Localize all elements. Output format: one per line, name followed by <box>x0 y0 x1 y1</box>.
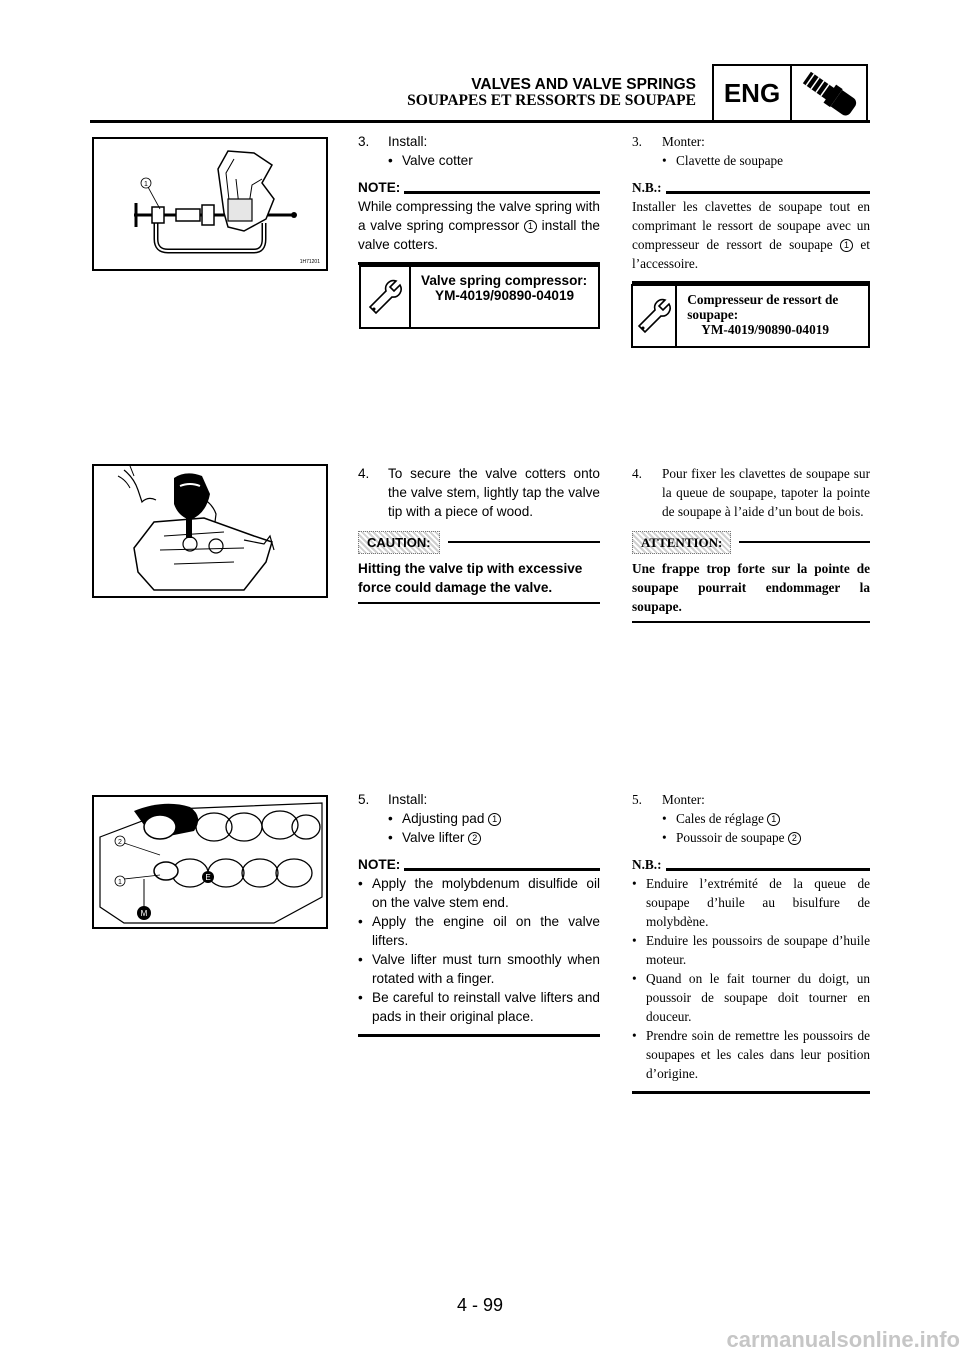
fig3-callout-2: 2 <box>118 839 122 846</box>
step5-fr: 5. Monter: • Cales de réglage 1 • Poussoir de soupape 2 N.B.: • Enduire l’extrémité de la queue de soupape d’huile au bisulfure de molybdène. • Enduire les poussoirs de soupape d’huile moteur. • Quand on le fait tourner du doigt, un poussoir de soupape doit tourner en douceur. • Prendre soin de remettre les poussoirs de soupapes et les cales dans leur position d’origine. <box>632 790 870 1094</box>
figure-valve-lifters <box>92 795 328 929</box>
step-heading: Monter: <box>662 792 705 807</box>
header-title-en: VALVES AND VALVE SPRINGS <box>471 76 696 93</box>
step-item: Cales de réglage <box>676 811 764 826</box>
callout-marker: 2 <box>788 832 801 845</box>
step-heading: Install: <box>388 134 428 149</box>
page-number: 4 - 99 <box>456 1295 504 1315</box>
step-item: Valve lifter <box>402 830 465 845</box>
callout-marker: 1 <box>840 239 853 252</box>
note-label: N.B.: <box>632 180 662 195</box>
step-number: 5. <box>632 792 642 807</box>
figure-valve-spring-compressor <box>92 137 328 271</box>
header-title-fr: SOUPAPES ET RESSORTS DE SOUPAPE <box>407 92 696 109</box>
special-tool-fr <box>631 284 870 348</box>
section-label: ENG <box>714 66 792 120</box>
step-item: Valve cotter <box>402 153 473 168</box>
step-heading: Install: <box>388 792 428 807</box>
step-item: Clavette de soupape <box>676 153 784 168</box>
step-number: 3. <box>632 134 642 149</box>
callout-marker: 1 <box>767 813 780 826</box>
callout-marker: 1 <box>524 220 537 233</box>
note-item: Valve lifter must turn smoothly when rotated with a finger. <box>372 952 600 986</box>
caution-label: CAUTION: <box>358 531 440 554</box>
caution-end-rule <box>632 621 870 623</box>
step-item: Poussoir de soupape <box>676 830 785 845</box>
note-text: Installer les clavettes de soupape tout en comprimant le ressort de soupape avec un compresseur de ressort de soupape 1 et l’accessoire. <box>632 199 870 271</box>
step-heading: Monter: <box>662 134 705 149</box>
note-end-rule <box>358 1034 600 1037</box>
step-number: 5. <box>358 792 370 807</box>
fig1-callout: 1 <box>144 181 148 188</box>
step-number: 4. <box>632 466 642 481</box>
watermark: carmanualsonline.info <box>726 1327 960 1352</box>
note-item: Prendre soin de remettre les poussoirs de soupapes et les cales dans leur position d’origine. <box>646 1028 870 1081</box>
caution-text: Hitting the valve tip with excessive force could damage the valve. <box>358 561 583 595</box>
header-rule <box>90 120 870 123</box>
callout-marker: 2 <box>468 832 481 845</box>
step-text: To secure the valve cotters onto the valve stem, lightly tap the valve tip with a piece of wood. <box>388 466 600 519</box>
tool-number: YM-4019/90890-04019 <box>435 288 575 303</box>
step3-fr: 3. Monter: • Clavette de soupape N.B.: Installer les clavettes de soupape tout en comprimant le ressort de soupape avec un compresseur de ressort de soupape 1 et l’accessoire. <box>632 132 870 284</box>
wrench-icon <box>361 267 411 327</box>
note-item: Quand on le fait tourner du doigt, un poussoir de soupape doit tourner en douceur. <box>646 971 870 1024</box>
special-tool-en <box>359 265 600 329</box>
section-badge <box>712 64 868 122</box>
step-number: 3. <box>358 134 370 149</box>
note-item: Be careful to reinstall valve lifters and pads in their original place. <box>372 990 600 1024</box>
step-number: 4. <box>358 466 370 481</box>
tool-name: Compresseur de ressort de soupape: <box>687 292 839 322</box>
fig1-code: 1H71201 <box>299 259 320 265</box>
note-text: While compressing the valve spring with a valve spring compressor 1 install the valve cotters. <box>358 199 600 252</box>
fig3-mark-m: M <box>140 909 148 918</box>
note-end-rule <box>632 1091 870 1094</box>
note-item: Enduire les poussoirs de soupape d’huile moteur. <box>646 933 870 967</box>
note-item: Apply the engine oil on the valve lifters. <box>372 914 600 948</box>
fig3-callout-1: 1 <box>118 879 122 886</box>
callout-marker: 1 <box>488 813 501 826</box>
caution-label: ATTENTION: <box>632 531 731 554</box>
caution-text: Une frappe trop forte sur la pointe de soupape pourrait endommager la soupape. <box>632 561 870 614</box>
note-item: Apply the molybdenum disulfide oil on the valve stem end. <box>372 876 600 910</box>
step4-en <box>358 464 600 604</box>
caution-end-rule <box>358 602 600 604</box>
step3-en: 3. Install: • Valve cotter NOTE: While compressing the valve spring with a valve spring compressor 1 install the valve cotters. <box>358 132 600 265</box>
note-label: N.B.: <box>632 857 662 872</box>
wrench-icon <box>633 286 677 346</box>
engine-icon <box>792 66 866 120</box>
step5-en: 5. Install: • Adjusting pad 1 • Valve lifter 2 NOTE: • Apply the molybdenum disulfide oil on the valve stem end. • Apply the engine oil on the valve lifters. • Valve lifter must turn smoothly when rotated with a finger. • Be careful to reinstall valve lifters and pads in their original place. <box>358 790 600 1037</box>
step-item: Adjusting pad <box>402 811 485 826</box>
note-item: Enduire l’extrémité de la queue de soupape d’huile au bisulfure de molybdène. <box>646 876 870 929</box>
tool-number: YM-4019/90890-04019 <box>701 322 830 337</box>
tool-name: Valve spring compressor: <box>421 273 588 288</box>
note-label: NOTE: <box>358 180 401 195</box>
note-label: NOTE: <box>358 857 401 872</box>
step-text: Pour fixer les clavettes de soupape sur la queue de soupape, tapoter la pointe de soupape à l’aide d’un bout de bois. <box>662 466 870 519</box>
step4-fr <box>632 464 870 623</box>
fig3-mark-e: E <box>205 873 211 882</box>
figure-tapping-valve-tip <box>92 464 328 598</box>
